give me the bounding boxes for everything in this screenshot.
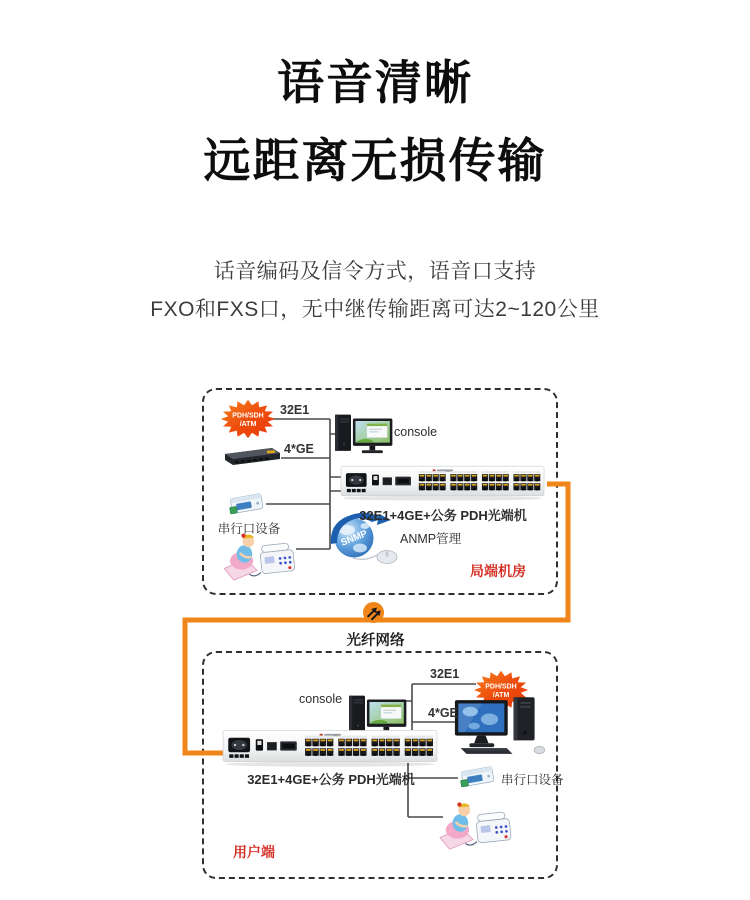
device-label-bottom: 32E1+4GE+公务 PDH光端机 (247, 772, 415, 787)
link-label-32e1-top: 32E1 (280, 403, 310, 417)
description-line1: 话音编码及信令方式，语音口支持 (213, 260, 537, 283)
device-label-top: 32E1+4GE+公务 PDH光端机 (359, 508, 527, 523)
serial-device-label-bottom: 串行口设备 (501, 773, 564, 787)
console-label-bottom: console (299, 692, 343, 706)
pdh-terminal-rack-bottom (221, 725, 439, 767)
fiber-link-icon (362, 601, 385, 624)
workstation-pc (453, 696, 549, 756)
fiber-network-label: 光纤网络 (346, 633, 405, 649)
serial-device-bottom (455, 760, 501, 792)
pdh-terminal-rack-top (339, 461, 546, 501)
page-title-line1: 语音清晰 (277, 56, 473, 109)
link-label-32e1-bottom: 32E1 (430, 667, 460, 681)
page-title-line2: 远距离无损传输 (203, 134, 547, 187)
site-label-customer-side: 用户端 (233, 844, 275, 860)
ethernet-switch (222, 445, 282, 471)
anmp-management-label: ANMP管理 (400, 532, 462, 546)
telephones-bottom (436, 792, 516, 854)
console-label-top: console (394, 425, 438, 439)
console-pc-top (330, 403, 400, 467)
link-label-4ge-top: 4*GE (284, 442, 314, 456)
serial-device-top (224, 487, 270, 519)
description-line2: FXO和FXS口，无中继传输距离可达2~120公里 (150, 298, 600, 321)
serial-device-label-top: 串行口设备 (217, 522, 281, 536)
link-label-4ge-bottom: 4*GE (428, 706, 458, 720)
site-label-central-office: 局端机房 (470, 563, 526, 579)
pdh-sdh-atm-badge-top (220, 398, 276, 440)
